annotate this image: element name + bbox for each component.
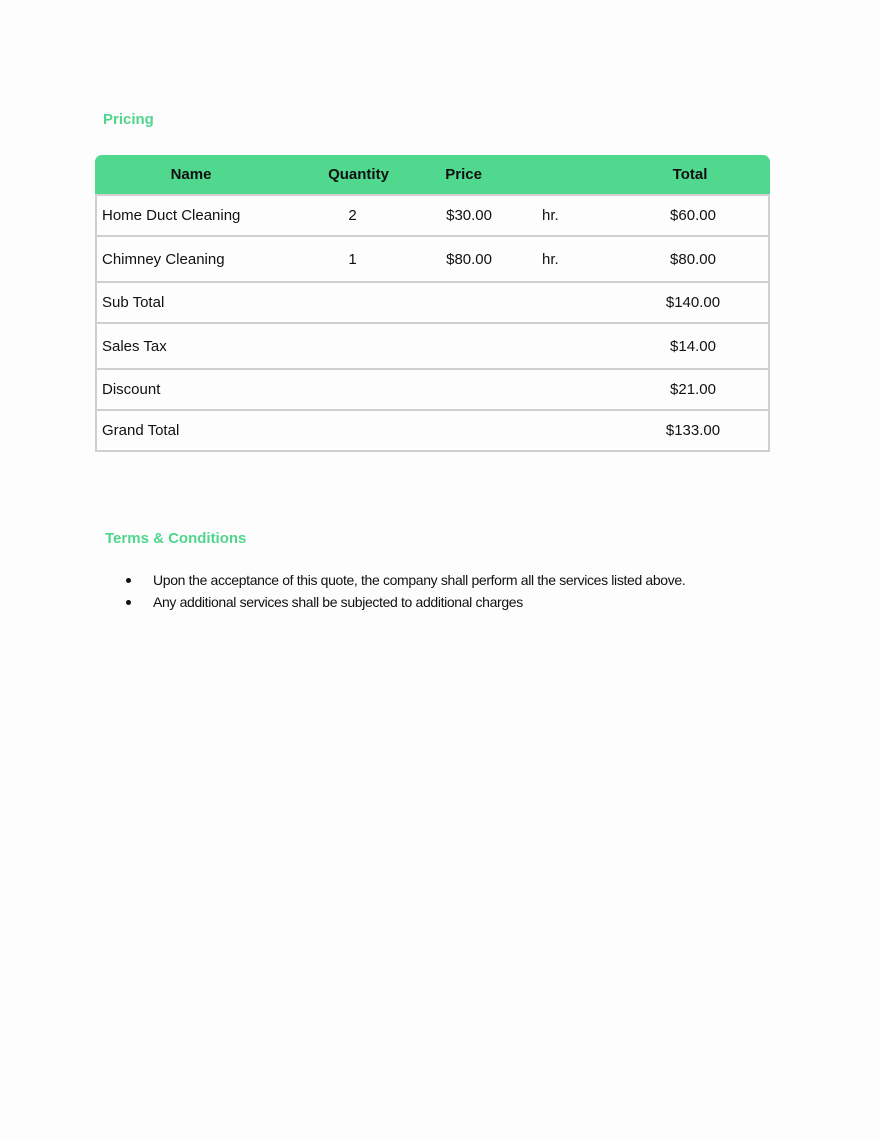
- bullet-icon: [126, 600, 131, 605]
- pricing-table: [95, 155, 770, 452]
- terms-item: [123, 569, 685, 591]
- table-row: [95, 237, 770, 283]
- item-unit: hr.: [530, 237, 610, 283]
- summary-row-discount: [95, 370, 770, 411]
- item-unit: hr.: [530, 196, 610, 237]
- table-header-row: [95, 155, 770, 196]
- item-name: Home Duct Cleaning: [95, 196, 295, 237]
- summary-label: Sales Tax: [95, 324, 610, 370]
- bullet-icon: [126, 578, 131, 583]
- table-row: [95, 196, 770, 237]
- column-header-price: Price: [420, 155, 530, 196]
- terms-list: [123, 569, 685, 613]
- column-header-name: Name: [95, 155, 295, 196]
- terms-item-text: Upon the acceptance of this quote, the company shall perform all the services listed above.: [153, 572, 686, 588]
- item-price: $80.00: [420, 237, 530, 283]
- item-total: $60.00: [610, 196, 770, 237]
- item-quantity: 1: [295, 237, 420, 283]
- summary-value: $140.00: [610, 283, 770, 324]
- summary-label: Sub Total: [95, 283, 610, 324]
- item-name: Chimney Cleaning: [95, 237, 295, 283]
- summary-row-sales-tax: [95, 324, 770, 370]
- terms-title: Terms & Conditions: [105, 530, 247, 547]
- pricing-title: Pricing: [103, 111, 154, 128]
- summary-label: Grand Total: [95, 411, 610, 452]
- item-total: $80.00: [610, 237, 770, 283]
- terms-item-text: Any additional services shall be subjected to additional charges: [153, 594, 523, 610]
- summary-value: $14.00: [610, 324, 770, 370]
- terms-item: [123, 591, 685, 613]
- item-price: $30.00: [420, 196, 530, 237]
- item-quantity: 2: [295, 196, 420, 237]
- summary-label: Discount: [95, 370, 610, 411]
- column-header-total: Total: [610, 155, 770, 196]
- summary-value: $133.00: [610, 411, 770, 452]
- column-header-unit: [530, 155, 610, 196]
- column-header-quantity: Quantity: [295, 155, 420, 196]
- summary-row-grand-total: [95, 411, 770, 452]
- summary-row-subtotal: [95, 283, 770, 324]
- summary-value: $21.00: [610, 370, 770, 411]
